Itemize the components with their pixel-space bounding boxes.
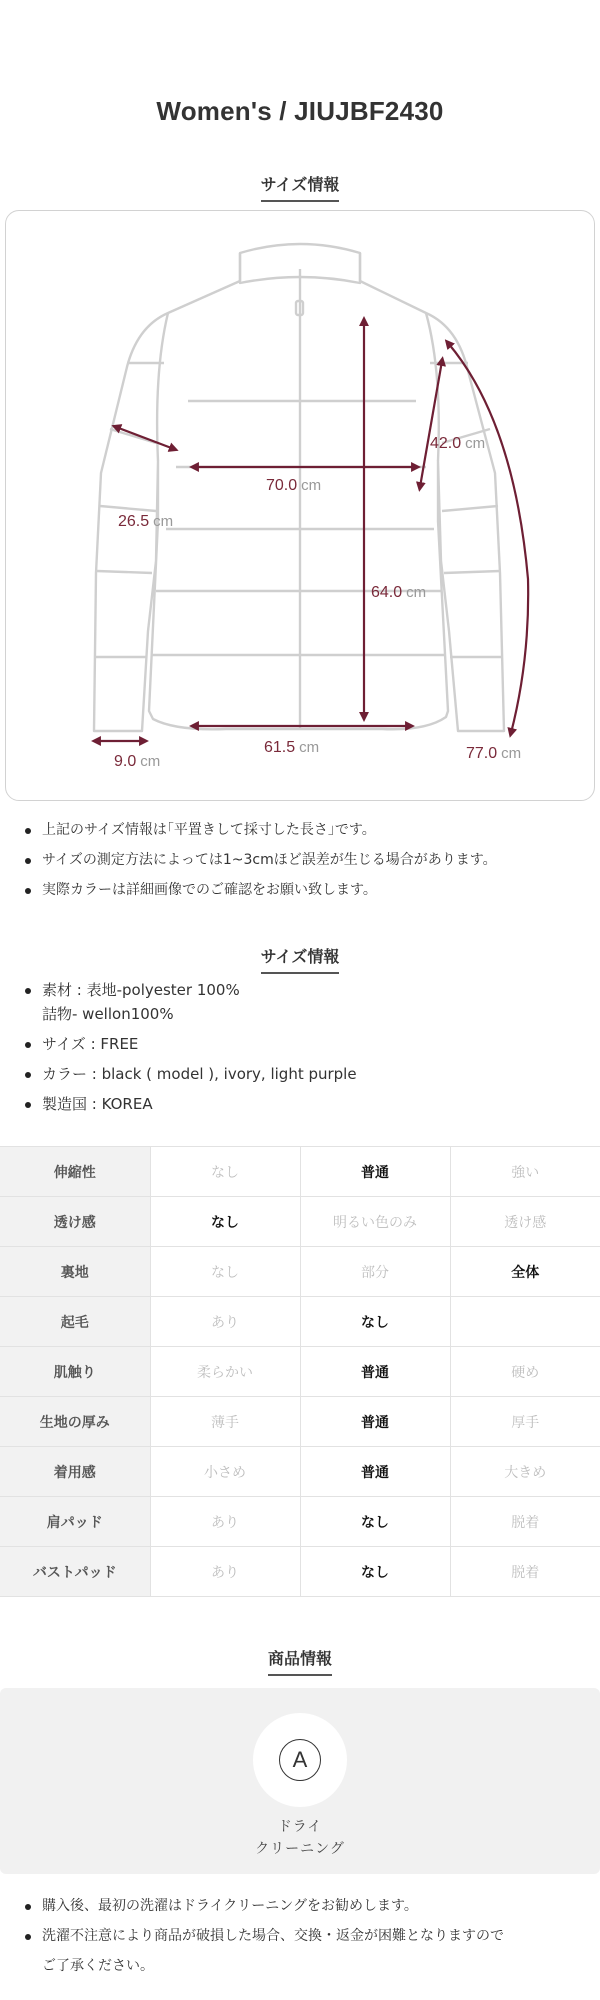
filling-item: 詰物- wellon100% xyxy=(42,1005,174,1023)
attribute-option xyxy=(450,1297,600,1347)
list-item: 実際カラーは詳細画像でのご確認をお願い致します。 xyxy=(22,880,582,900)
attribute-option: あり xyxy=(150,1547,300,1597)
spec-list xyxy=(22,980,582,1124)
attribute-table xyxy=(0,1146,600,1597)
spec-heading xyxy=(0,944,600,974)
attribute-option-selected: 普通 xyxy=(300,1147,450,1197)
attribute-option: 硬め xyxy=(450,1347,600,1397)
table-row xyxy=(0,1297,600,1347)
care-notes-list xyxy=(22,1896,582,1976)
dry-clean-icon: A xyxy=(279,1739,321,1781)
attribute-option-selected: 普通 xyxy=(300,1397,450,1447)
size-info-heading xyxy=(0,172,600,202)
product-info-heading xyxy=(0,1646,600,1676)
list-item-line: ご了承ください。 xyxy=(42,1958,154,1974)
list-item-line: 洗濯不注意により商品が破損した場合、交換・返金が困難となりますので xyxy=(42,1928,504,1944)
attribute-option-selected: なし xyxy=(300,1297,450,1347)
color-item: カラー : black ( model ), ivory, light purple xyxy=(22,1064,582,1084)
care-label-line2: クリーニング xyxy=(255,1841,345,1857)
attribute-option: 小さめ xyxy=(150,1447,300,1497)
table-row xyxy=(0,1247,600,1297)
attribute-label: バストパッド xyxy=(0,1547,150,1597)
attribute-option: 脱着 xyxy=(450,1547,600,1597)
list-item: サイズの測定方法によっては1~3cmほど誤差が生じる場合があります。 xyxy=(22,850,582,870)
attribute-option: あり xyxy=(150,1497,300,1547)
attribute-table-body xyxy=(0,1147,600,1597)
cuff-label: 9.0 cm xyxy=(114,753,161,770)
attribute-label: 生地の厚み xyxy=(0,1397,150,1447)
sleeve-width-label: 26.5 cm xyxy=(118,513,174,530)
table-row xyxy=(0,1397,600,1447)
attribute-label: 肌触り xyxy=(0,1347,150,1397)
hem-label: 61.5 cm xyxy=(264,739,320,756)
attribute-option: なし xyxy=(150,1147,300,1197)
attribute-option: 薄手 xyxy=(150,1397,300,1447)
attribute-option: あり xyxy=(150,1297,300,1347)
size-info-heading-text: サイズ情報 xyxy=(261,172,340,202)
care-label-line1: ドライ xyxy=(277,1819,323,1835)
list-item: 購入後、最初の洗濯はドライクリーニングをお勧めします。 xyxy=(22,1896,582,1916)
size-item: サイズ : FREE xyxy=(22,1034,582,1054)
attribute-option: 透け感 xyxy=(450,1197,600,1247)
table-row xyxy=(0,1497,600,1547)
attribute-option-selected: なし xyxy=(150,1197,300,1247)
attribute-label: 着用感 xyxy=(0,1447,150,1497)
attribute-option: 明るい色のみ xyxy=(300,1197,450,1247)
attribute-option-selected: 普通 xyxy=(300,1447,450,1497)
attribute-option-selected: なし xyxy=(300,1547,450,1597)
size-diagram-card xyxy=(5,210,595,801)
list-item: 上記のサイズ情報は｢平置きして採寸した長さ｣です。 xyxy=(22,820,582,840)
attribute-label: 起毛 xyxy=(0,1297,150,1347)
measure-lines xyxy=(96,321,528,741)
attribute-label: 伸縮性 xyxy=(0,1147,150,1197)
material-item: 素材 : 表地-polyester 100% xyxy=(22,980,582,1000)
product-title: Women's / JIUJBF2430 xyxy=(156,96,444,126)
spec-heading-text: サイズ情報 xyxy=(261,944,340,974)
attribute-option: 厚手 xyxy=(450,1397,600,1447)
size-notes-list xyxy=(22,820,582,910)
attribute-option-selected: 全体 xyxy=(450,1247,600,1297)
list-item xyxy=(22,1926,582,1976)
attribute-label: 肩パッド xyxy=(0,1497,150,1547)
length-label: 64.0 cm xyxy=(371,584,427,601)
attribute-option: 部分 xyxy=(300,1247,450,1297)
attribute-option-selected: なし xyxy=(300,1497,450,1547)
chest-label: 70.0 cm xyxy=(266,477,322,494)
sleeve-length-line xyxy=(448,343,528,733)
attribute-label: 裏地 xyxy=(0,1247,150,1297)
attribute-option: なし xyxy=(150,1247,300,1297)
attribute-label: 透け感 xyxy=(0,1197,150,1247)
jacket-diagram xyxy=(6,211,596,802)
table-row xyxy=(0,1547,600,1597)
armhole-label: 42.0 cm xyxy=(430,435,486,452)
attribute-option: 大きめ xyxy=(450,1447,600,1497)
attribute-option: 脱着 xyxy=(450,1497,600,1547)
attribute-option: 柔らかい xyxy=(150,1347,300,1397)
table-row xyxy=(0,1197,600,1247)
sleeve-width-line xyxy=(116,427,174,449)
origin-item: 製造国 : KOREA xyxy=(22,1094,582,1114)
attribute-option: 強い xyxy=(450,1147,600,1197)
table-row xyxy=(0,1347,600,1397)
table-row xyxy=(0,1147,600,1197)
jacket-outline xyxy=(94,244,504,731)
product-info-heading-text: 商品情報 xyxy=(268,1646,332,1676)
sleeve-length-label: 77.0 cm xyxy=(466,745,522,762)
care-card xyxy=(0,1688,600,1874)
care-icon-circle xyxy=(253,1713,347,1807)
attribute-option-selected: 普通 xyxy=(300,1347,450,1397)
table-row xyxy=(0,1447,600,1497)
